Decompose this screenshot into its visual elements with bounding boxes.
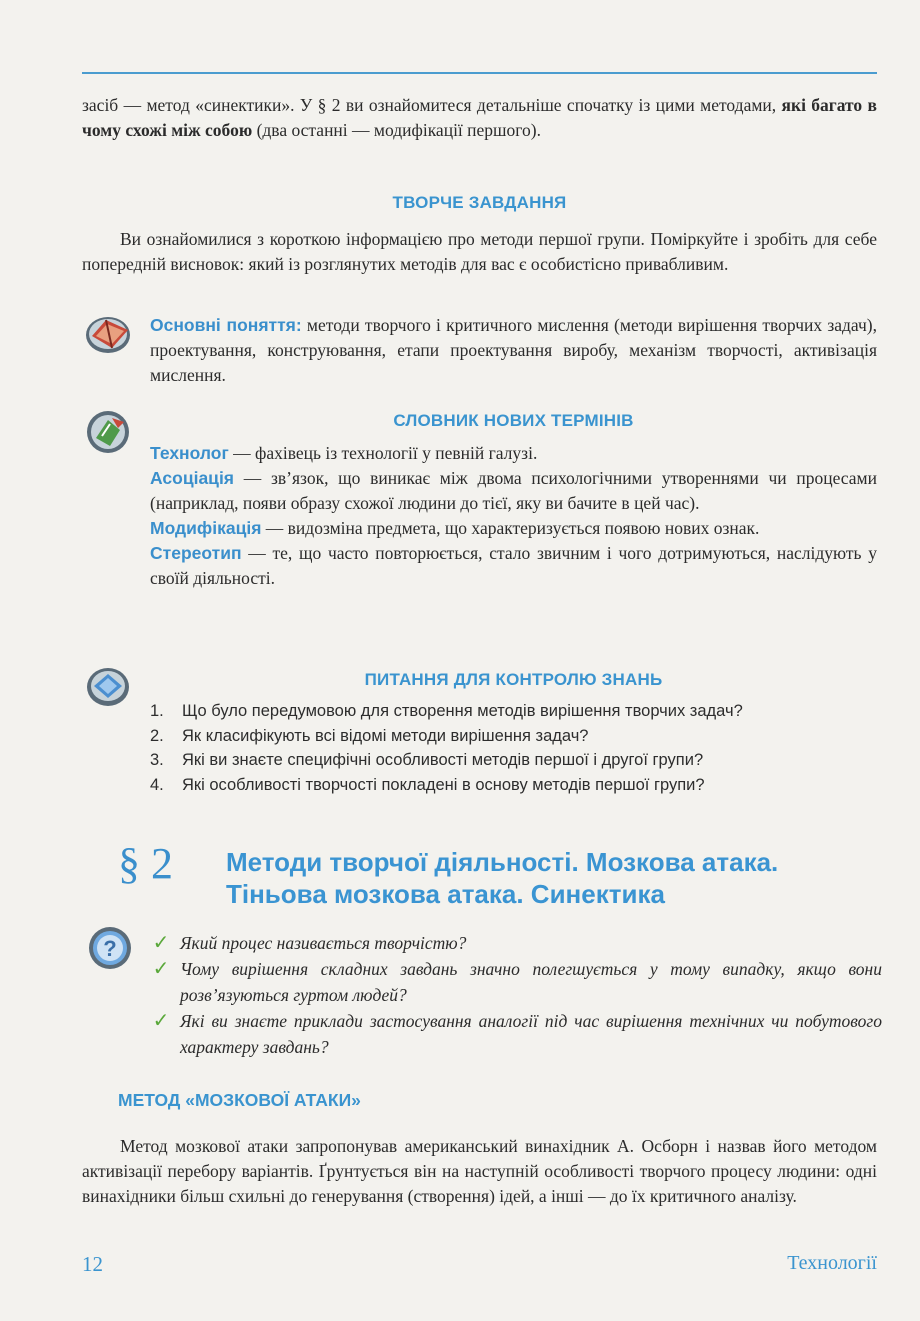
glossary-item (150, 441, 877, 466)
question-text: Які особливості творчості покладені в основу методів першої групи? (182, 775, 705, 794)
list-item (142, 930, 882, 956)
list-item (142, 1008, 882, 1060)
page-number: 12 (82, 1252, 103, 1276)
glossary-definition: — фахівець із технології у певній галузі. (228, 443, 538, 463)
question-mark-icon (86, 924, 134, 972)
warmup-question: Чому вирішення складних завдань значно полегшується у тому випадку, якщо вони розв’язуються гуртом людей? (180, 959, 882, 1005)
glossary-item (150, 541, 877, 591)
check-icon: ✓ (152, 932, 170, 954)
list-item (150, 773, 880, 798)
check-icon: ✓ (152, 958, 170, 980)
question-number: 2. (150, 726, 164, 745)
basic-concepts (150, 313, 877, 388)
section-number: § 2 (118, 839, 173, 888)
glossary-icon (84, 408, 132, 456)
question-number: 1. (150, 702, 164, 720)
method-heading: МЕТОД «МОЗКОВОЇ АТАКИ» (118, 1090, 361, 1110)
intro-text-2: (два останні — модифікації першого). (252, 120, 541, 140)
intro-bold-text: які багато в чому схожі між собою (82, 95, 877, 140)
list-item (142, 956, 882, 1008)
glossary-term: Технолог (150, 443, 229, 463)
warmup-question: Який процес називається творчістю? (180, 933, 467, 953)
check-icon: ✓ (152, 1010, 170, 1032)
glossary-definition: — те, що часто повторюється, стало звичним і чого дотримуються, наслідують у своїй діяльності. (150, 543, 877, 588)
question-number: 4. (150, 775, 164, 794)
basic-concepts-label: Основні поняття: (150, 315, 302, 335)
warmup-question: Які ви знаєте приклади застосування аналогії під час вирішення технічних чи побутового характеру завдань? (180, 1011, 882, 1057)
list-item (150, 699, 880, 724)
glossary-term: Асоціація (150, 468, 235, 488)
list-item (150, 748, 880, 773)
top-rule (82, 72, 877, 74)
glossary-heading: СЛОВНИК НОВИХ ТЕРМІНІВ (393, 411, 634, 430)
footer-title: Технології (787, 1252, 877, 1274)
glossary-list (150, 441, 877, 591)
book-icon (84, 310, 134, 356)
intro-text-1: засіб — метод «синектики». У § 2 ви ознайомитеся детальніше спочатку із цими методами, (82, 95, 782, 115)
creative-task-text: Ви ознайомилися з короткою інформацією про методи першої групи. Поміркуйте і зробіть для себе попередній висновок: який із розглянутих методів для вас є особистісно привабливим. (82, 229, 877, 274)
basic-concepts-text: методи творчого і критичного мислення (методи вирішення творчих задач), проектування, конструювання, етапи проектування виробу, механізм творчості, активізація мислення. (150, 315, 877, 385)
question-text: Як класифікують всі відомі методи вирішення задач? (182, 726, 589, 745)
control-heading: ПИТАННЯ ДЛЯ КОНТРОЛЮ ЗНАНЬ (364, 670, 663, 689)
intro-paragraph (82, 93, 877, 143)
question-text: Які ви знаєте специфічні особливості методів першої і другої групи? (182, 751, 704, 769)
section-title: Методи творчої діяльності. Мозкова атака. Тіньова мозкова атака. Синектика (226, 847, 779, 909)
glossary-definition: — видозміна предмета, що характеризується появою нових ознак. (261, 518, 760, 538)
glossary-item (150, 516, 877, 541)
warmup-questions-list (142, 930, 882, 1060)
glossary-term: Модифікація (150, 518, 262, 538)
question-text: Що було передумовою для створення методів вирішення творчих задач? (182, 702, 743, 720)
list-item (150, 724, 880, 749)
method-text: Метод мозкової атаки запропонував американський винахідник А. Осборн і назвав його методом активізації перебору варіантів. Ґрунтується він на наступній особливості творчого процесу людини: одні винахідники більш схильні до генерування (створення) ідей, а інші — до їх критичного аналізу. (82, 1136, 877, 1206)
question-number: 3. (150, 751, 164, 769)
svg-text:?: ? (103, 936, 117, 961)
glossary-definition: — зв’язок, що виникає між двома психологічними утвореннями чи процесами (наприклад, появи образу схожої людини до тієї, яку ви бачите в цей час). (150, 468, 877, 513)
creative-task-heading: ТВОРЧЕ ЗАВДАННЯ (392, 193, 567, 212)
glossary-term: Стереотип (150, 543, 242, 563)
notebook-icon (84, 664, 132, 710)
glossary-item (150, 466, 877, 516)
control-questions-list (150, 699, 880, 797)
